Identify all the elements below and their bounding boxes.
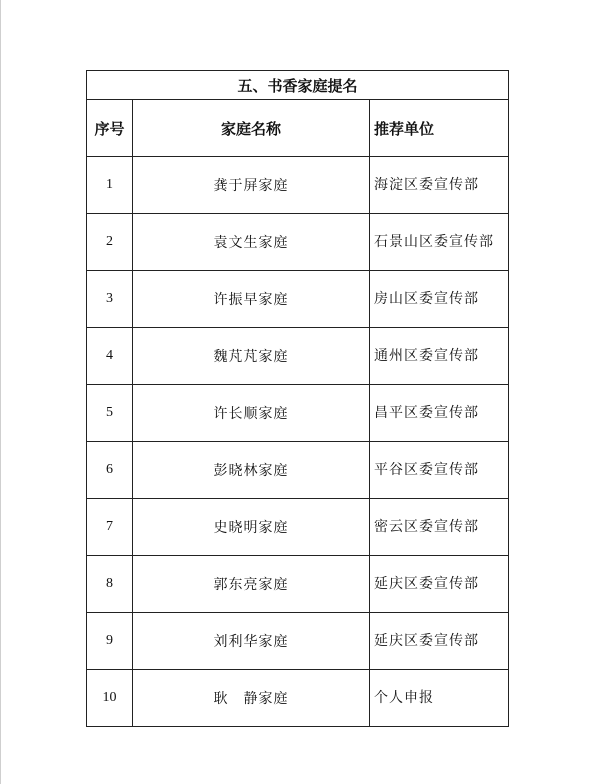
cell-recommending-unit: 平谷区委宣传部 <box>370 442 509 499</box>
title-row <box>87 71 509 100</box>
cell-recommending-unit: 延庆区委宣传部 <box>370 556 509 613</box>
table-row <box>87 442 509 499</box>
table-row <box>87 214 509 271</box>
cell-recommending-unit: 石景山区委宣传部 <box>370 214 509 271</box>
table-row <box>87 157 509 214</box>
table-row <box>87 556 509 613</box>
cell-family-name: 史晓明家庭 <box>133 499 370 556</box>
cell-recommending-unit: 昌平区委宣传部 <box>370 385 509 442</box>
cell-family-name: 刘利华家庭 <box>133 613 370 670</box>
cell-recommending-unit: 海淀区委宣传部 <box>370 157 509 214</box>
table-row <box>87 670 509 727</box>
cell-seq: 1 <box>87 157 133 214</box>
table-row <box>87 328 509 385</box>
cell-family-name: 耿 静家庭 <box>133 670 370 727</box>
cell-recommending-unit: 个人申报 <box>370 670 509 727</box>
cell-recommending-unit: 通州区委宣传部 <box>370 328 509 385</box>
cell-seq: 9 <box>87 613 133 670</box>
cell-seq: 3 <box>87 271 133 328</box>
header-row <box>87 100 509 157</box>
table-row <box>87 271 509 328</box>
cell-recommending-unit: 延庆区委宣传部 <box>370 613 509 670</box>
cell-recommending-unit: 密云区委宣传部 <box>370 499 509 556</box>
table-row <box>87 385 509 442</box>
table-body <box>87 157 509 727</box>
cell-family-name: 袁文生家庭 <box>133 214 370 271</box>
cell-seq: 6 <box>87 442 133 499</box>
cell-family-name: 龚于屏家庭 <box>133 157 370 214</box>
cell-recommending-unit: 房山区委宣传部 <box>370 271 509 328</box>
header-seq: 序号 <box>87 100 133 157</box>
nominee-table <box>86 70 509 727</box>
page-edge <box>0 0 1 784</box>
cell-seq: 4 <box>87 328 133 385</box>
table-row <box>87 613 509 670</box>
cell-family-name: 郭东亮家庭 <box>133 556 370 613</box>
cell-seq: 7 <box>87 499 133 556</box>
section-title: 五、书香家庭提名 <box>87 71 509 100</box>
cell-seq: 5 <box>87 385 133 442</box>
cell-seq: 2 <box>87 214 133 271</box>
cell-seq: 8 <box>87 556 133 613</box>
cell-family-name: 许振早家庭 <box>133 271 370 328</box>
header-family-name: 家庭名称 <box>133 100 370 157</box>
cell-seq: 10 <box>87 670 133 727</box>
header-recommending-unit: 推荐单位 <box>370 100 509 157</box>
cell-family-name: 许长顺家庭 <box>133 385 370 442</box>
cell-family-name: 彭晓林家庭 <box>133 442 370 499</box>
cell-family-name: 魏芃芃家庭 <box>133 328 370 385</box>
table-row <box>87 499 509 556</box>
